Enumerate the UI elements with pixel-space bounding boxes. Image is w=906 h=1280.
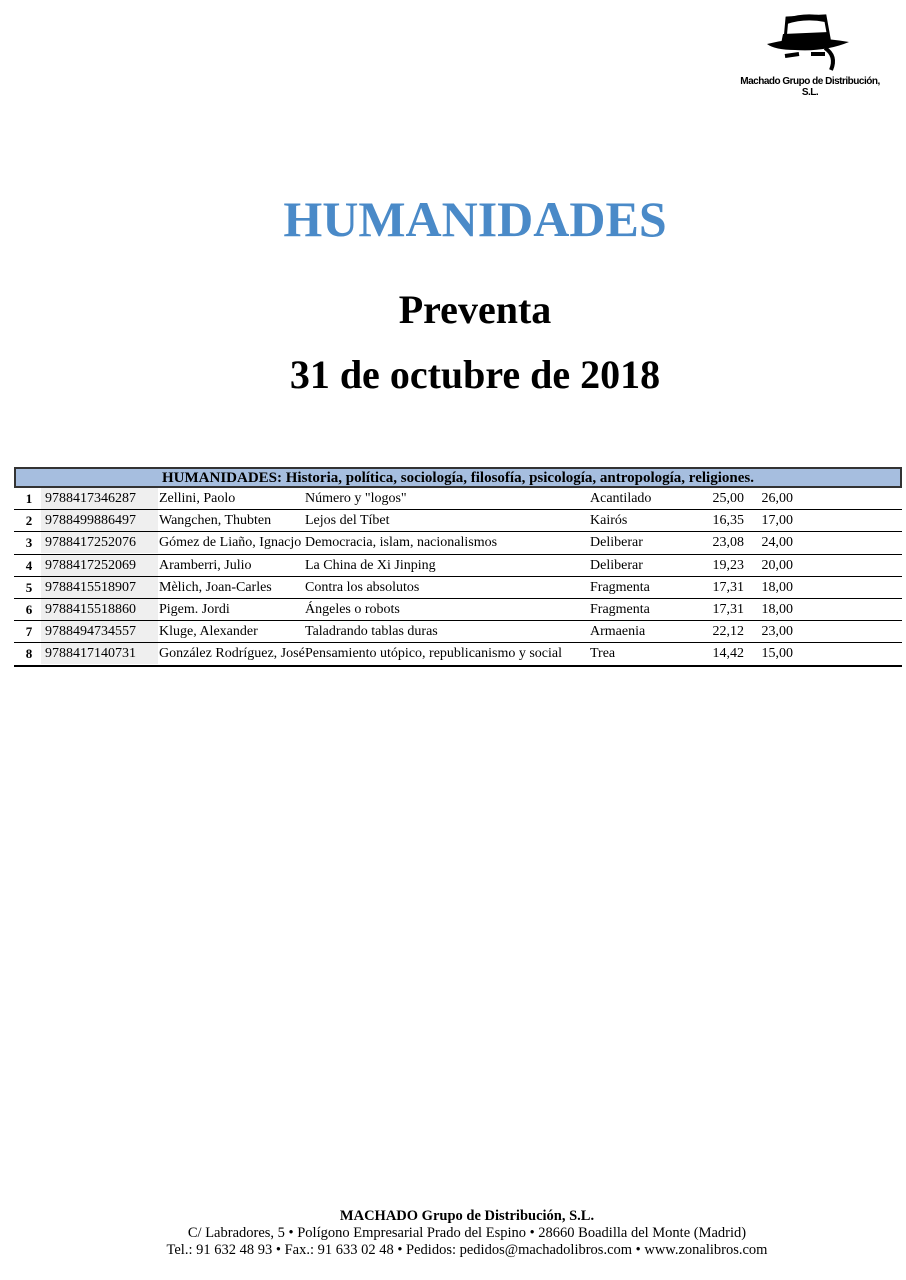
publisher: Acantilado [590,491,652,506]
author: Zellini, Paolo [159,491,236,506]
row-number: 1 [25,491,33,506]
table-row [14,621,902,643]
isbn: 9788415518860 [41,599,158,620]
price-with-tax: 23,00 [761,624,793,640]
page-subtitle: Preventa [398,287,552,332]
price-with-tax: 18,00 [761,579,793,595]
table-row [14,555,902,577]
publisher: Deliberar [590,535,643,551]
price-with-tax: 24,00 [761,535,793,551]
table-header: HUMANIDADES: Historia, política, sociología, filosofía, psicología, antropología, religiones. [14,467,902,488]
page-title: HUMANIDADES [283,191,667,247]
book-title: Democracia, islam, nacionalismos [305,535,498,551]
author: Aramberri, Julio [159,557,252,573]
price-without-tax: 22,12 [712,624,744,640]
publisher: Trea [590,646,616,662]
author: Wangchen, Thubten [159,513,272,529]
book-title: Lejos del Tíbet [305,513,390,529]
isbn: 9788417140731 [41,643,158,664]
table-row [14,510,902,532]
price-with-tax: 18,00 [761,601,793,617]
publisher: Fragmenta [590,601,650,617]
price-with-tax: 15,00 [761,646,793,662]
book-title: Número y "logos" [305,491,407,506]
price-without-tax: 14,42 [712,646,744,662]
author: González Rodríguez, José [159,646,305,662]
book-title: Contra los absolutos [305,579,420,595]
row-number: 8 [25,646,33,662]
man-in-hat-icon [765,12,855,74]
table-row [14,488,902,510]
price-without-tax: 25,00 [712,491,744,506]
isbn: 9788417346287 [41,488,158,509]
price-with-tax: 20,00 [761,557,793,573]
isbn: 9788417252069 [41,555,158,576]
row-number: 2 [25,513,33,529]
footer [0,1208,906,1259]
row-number: 4 [25,557,33,573]
price-without-tax: 17,31 [712,601,744,617]
table-row [14,643,902,666]
publisher: Deliberar [590,557,643,573]
book-title: Taladrando tablas duras [305,624,438,640]
isbn: 9788417252076 [41,532,158,553]
author: Kluge, Alexander [159,624,258,640]
author: Pigem. Jordi [159,601,230,617]
publisher: Fragmenta [590,579,650,595]
book-title: La China de Xi Jinping [305,557,436,573]
author: Mèlich, Joan-Carles [159,579,272,595]
price-without-tax: 23,08 [712,535,744,551]
price-without-tax: 16,35 [712,513,744,529]
logo-text: Machado Grupo de Distribución, S.L. [740,76,880,98]
row-number: 3 [25,535,33,551]
price-without-tax: 19,23 [712,557,744,573]
books-table [14,467,902,667]
footer-contact: Tel.: 91 632 48 93 • Fax.: 91 633 02 48 • Pedidos: pedidos@machadolibros.com • www.zonalibros.com [166,1242,768,1258]
footer-company: MACHADO Grupo de Distribución, S.L. [339,1208,595,1224]
row-number: 7 [25,624,33,640]
publisher: Armaenia [590,624,646,640]
isbn: 9788499886497 [41,510,158,531]
isbn: 9788415518907 [41,577,158,598]
page-date: 31 de octubre de 2018 [289,352,661,397]
publisher: Kairós [590,513,628,529]
row-number: 6 [25,601,33,617]
table-row [14,577,902,599]
row-number: 5 [25,579,33,595]
table-row [14,599,902,621]
table-row [14,532,902,554]
isbn: 9788494734557 [41,621,158,642]
price-with-tax: 26,00 [761,491,793,506]
price-without-tax: 17,31 [712,579,744,595]
author: Gómez de Liaño, Ignacjo [159,535,302,551]
price-with-tax: 17,00 [761,513,793,529]
footer-address: C/ Labradores, 5 • Polígono Empresarial Prado del Espino • 28660 Boadilla del Monte (Madrid) [187,1225,747,1241]
book-title: Pensamiento utópico, republicanismo y social [305,646,563,662]
company-logo [735,10,885,98]
book-title: Ángeles o robots [305,601,400,617]
